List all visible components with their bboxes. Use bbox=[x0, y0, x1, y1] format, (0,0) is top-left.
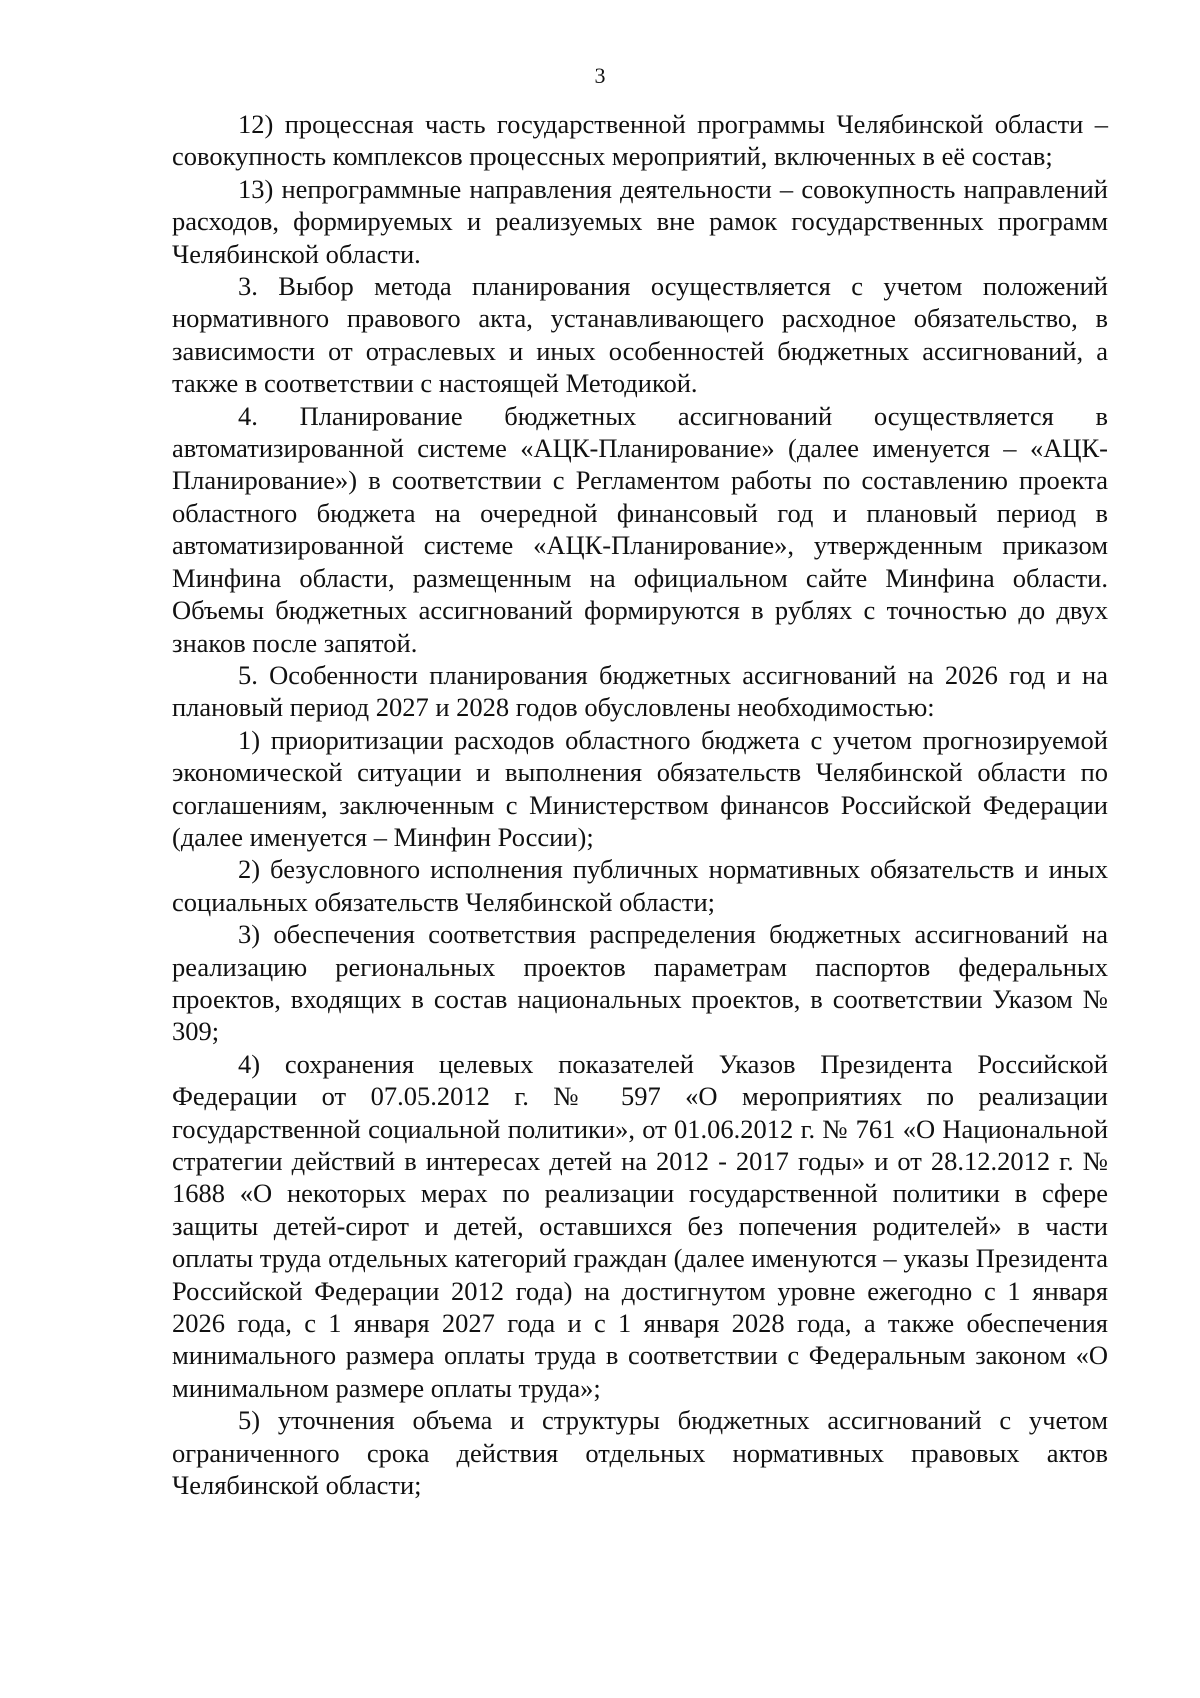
paragraph-item-1: 1) приоритизации расходов областного бюджета с учетом прогнозируемой экономической ситуации и выполнения обязательств Челябинской области по соглашениям, заключенным с Министерством финансов Российской Федерации (далее именуется – Минфин России); bbox=[172, 724, 1108, 852]
paragraph-section-5: 5. Особенности планирования бюджетных ассигнований на 2026 год и на плановый период 2027 и 2028 годов обусловлены необходимостью: bbox=[172, 659, 1108, 723]
paragraph-item-5: 5) уточнения объема и структуры бюджетных ассигнований с учетом ограниченного срока действия отдельных нормативных правовых актов Челябинской области; bbox=[172, 1405, 1108, 1501]
paragraph-item-13: 13) непрограммные направления деятельности – совокупность направлений расходов, формируемых и реализуемых вне рамок государственных программ Челябинской области. bbox=[172, 173, 1108, 269]
document-body bbox=[172, 108, 1108, 1501]
paragraph-item-3: 3) обеспечения соответствия распределения бюджетных ассигнований на реализацию региональных проектов параметрам паспортов федеральных проектов, входящих в состав национальных проектов, в соответствии Указом № 309; bbox=[172, 919, 1108, 1047]
paragraph-item-2: 2) безусловного исполнения публичных нормативных обязательств и иных социальных обязательств Челябинской области; bbox=[172, 854, 1108, 917]
paragraph-section-3: 3. Выбор метода планирования осуществляется с учетом положений нормативного правового акта, устанавливающего расходное обязательство, в зависимости от отраслевых и иных особенностей бюджетных ассигнований, а также в соответствии с настоящей Методикой. bbox=[172, 271, 1108, 399]
page-number: 3 bbox=[594, 63, 606, 88]
paragraph-item-4: 4) сохранения целевых показателей Указов Президента Российской Федерации от 07.05.2012 г. № 597 «О мероприятиях по реализации государственной социальной политики», от 01.06.2012 г. № 761 «О Национальной стратегии действий в интересах детей на 2012 - 2017 годы» и от 28.12.2012 г. № 1688 «О некоторых мерах по реализации государственной политики в сфере защиты детей-сирот и детей, оставшихся без попечения родителей» в части оплаты труда отдельных категорий граждан (далее именуются – указы Президента Российской Федерации 2012 года) на достигнутом уровне ежегодно с 1 января 2026 года, с 1 января 2027 года и с 1 января 2028 года, а также обеспечения минимального размера оплаты труда в соответствии с Федеральным законом «О минимальном размере оплаты труда»; bbox=[172, 1048, 1108, 1403]
paragraph-item-12: 12) процессная часть государственной программы Челябинской области – совокупность комплексов процессных мероприятий, включенных в её состав; bbox=[172, 109, 1108, 172]
paragraph-section-4: 4. Планирование бюджетных ассигнований осуществляется в автоматизированной системе «АЦК-Планирование» (далее именуется – «АЦК-Планирование») в соответствии с Регламентом работы по составлению проекта областного бюджета на очередной финансовый год и плановый период в автоматизированной системе «АЦК-Планирование», утвержденным приказом Минфина области, размещенным на официальном сайте Минфина области. Объемы бюджетных ассигнований формируются в рублях с точностью до двух знаков после запятой. bbox=[172, 400, 1108, 658]
